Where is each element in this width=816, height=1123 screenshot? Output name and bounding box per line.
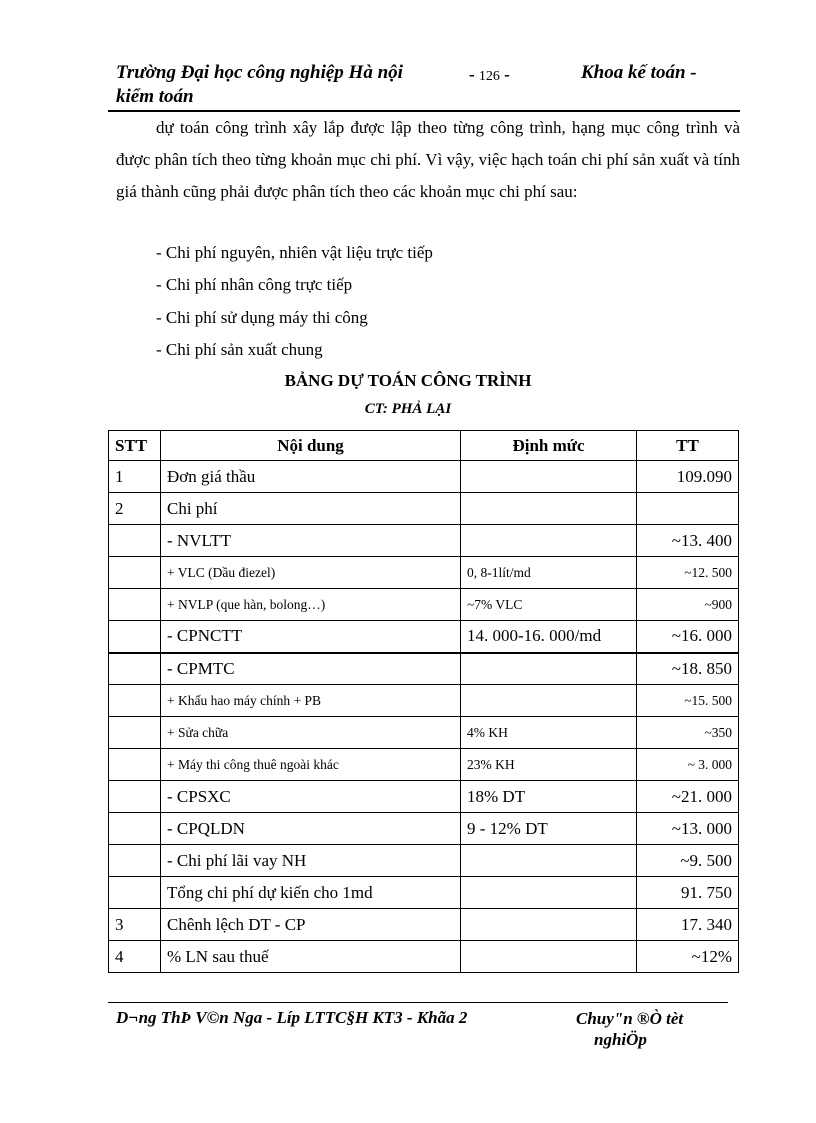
body-paragraph: [116, 112, 740, 208]
cell-norm: 9 - 12% DT: [461, 813, 637, 845]
footer-author: D¬ng ThÞ V©n Nga - Líp LTTC§H KT3 - Khãa 2: [116, 1008, 468, 1027]
cell-amount: ~21. 000: [637, 781, 739, 813]
cell-norm: [461, 845, 637, 877]
cell-content: - CPQLDN: [161, 813, 461, 845]
paragraph-text: dự toán công trình xây lắp được lập theo từng công trình, hạng mục công trình và được phân tích theo từng khoản mục chi phí. Vì vậy, việc hạch toán chi phí sản xuất và tính giá thành cũng phải được phân tích theo các khoản mục chi phí sau:: [116, 118, 740, 201]
cell-stt: [109, 877, 161, 909]
faculty-name: Khoa kế toán -: [581, 62, 697, 83]
cell-stt: [109, 621, 161, 653]
cell-content: - CPMTC: [161, 653, 461, 685]
table-subtitle: CT: PHẢ LẠI: [364, 401, 452, 417]
estimate-table: [108, 430, 739, 973]
col-header-content: Nội dung: [161, 431, 461, 461]
cost-item-list: [156, 237, 433, 366]
cell-content: - Chi phí lãi vay NH: [161, 845, 461, 877]
cell-content: - CPSXC: [161, 781, 461, 813]
table-header-row: [109, 431, 739, 461]
cell-norm: 4% KH: [461, 717, 637, 749]
col-header-norm: Định mức: [461, 431, 637, 461]
cell-content: - CPNCTT: [161, 621, 461, 653]
cell-stt: 3: [109, 909, 161, 941]
cell-norm: [461, 525, 637, 557]
cell-stt: [109, 653, 161, 685]
footer-thesis-line1: Chuy"n ®Ò tèt: [576, 1009, 684, 1028]
cell-amount: ~13. 000: [637, 813, 739, 845]
cell-content: + Máy thi công thuê ngoài khác: [161, 749, 461, 781]
table-row: [109, 589, 739, 621]
cell-norm: [461, 653, 637, 685]
table-row: [109, 845, 739, 877]
cell-content: + VLC (Dầu điezel): [161, 557, 461, 589]
cell-amount: ~350: [637, 717, 739, 749]
cell-stt: 4: [109, 941, 161, 973]
cell-amount: ~13. 400: [637, 525, 739, 557]
cell-amount: ~18. 850: [637, 653, 739, 685]
cell-norm: [461, 909, 637, 941]
list-item: - Chi phí nhân công trực tiếp: [156, 275, 353, 295]
cell-amount: ~16. 000: [637, 621, 739, 653]
table-row: [109, 781, 739, 813]
cell-norm: ~7% VLC: [461, 589, 637, 621]
table-row: [109, 909, 739, 941]
cell-amount: ~15. 500: [637, 685, 739, 717]
cell-amount: ~12%: [637, 941, 739, 973]
cell-amount: 109.090: [637, 461, 739, 493]
list-item: - Chi phí sử dụng máy thi công: [156, 307, 368, 327]
cell-content: Chênh lệch DT - CP: [161, 909, 461, 941]
faculty-name-cont: kiểm toán: [116, 86, 194, 107]
cell-amount: ~900: [637, 589, 739, 621]
page-number-block: [469, 65, 510, 85]
table-row: [109, 813, 739, 845]
cell-content: + NVLP (que hàn, bolong…): [161, 589, 461, 621]
cell-stt: 2: [109, 493, 161, 525]
cell-amount: [637, 493, 739, 525]
cell-stt: [109, 525, 161, 557]
cell-stt: 1: [109, 461, 161, 493]
footer-divider: [108, 1002, 728, 1003]
page-header: [116, 60, 740, 110]
cell-norm: 18% DT: [461, 781, 637, 813]
cell-stt: [109, 781, 161, 813]
cell-norm: [461, 941, 637, 973]
cell-content: + Khấu hao máy chính + PB: [161, 685, 461, 717]
table-row: [109, 525, 739, 557]
cell-stt: [109, 589, 161, 621]
list-item: - Chi phí sản xuất chung: [156, 339, 323, 359]
cell-norm: [461, 461, 637, 493]
cell-stt: [109, 717, 161, 749]
table-row: [109, 685, 739, 717]
table-row: [109, 877, 739, 909]
footer-thesis: [576, 1008, 726, 1050]
table-row: [109, 557, 739, 589]
cell-content: - NVLTT: [161, 525, 461, 557]
cell-stt: [109, 845, 161, 877]
cell-content: Chi phí: [161, 493, 461, 525]
cell-norm: [461, 493, 637, 525]
table-row: [109, 461, 739, 493]
cell-content: Tổng chi phí dự kiến cho 1md: [161, 877, 461, 909]
cell-amount: ~12. 500: [637, 557, 739, 589]
cell-amount: ~9. 500: [637, 845, 739, 877]
cell-content: % LN sau thuế: [161, 941, 461, 973]
cell-amount: 17. 340: [637, 909, 739, 941]
col-header-stt: STT: [109, 431, 161, 461]
cell-content: + Sửa chữa: [161, 717, 461, 749]
list-item: - Chi phí nguyên, nhiên vật liệu trực tiếp: [156, 243, 433, 262]
page-prefix: -: [469, 65, 479, 84]
table-row: [109, 653, 739, 685]
cell-norm: 0, 8-1lít/md: [461, 557, 637, 589]
page-suffix: -: [499, 65, 510, 84]
table-row: [109, 493, 739, 525]
table-row: [109, 621, 739, 653]
cell-amount: 91. 750: [637, 877, 739, 909]
cell-stt: [109, 749, 161, 781]
footer-thesis-line2: nghiÖp: [594, 1030, 647, 1049]
cell-norm: [461, 877, 637, 909]
cell-stt: [109, 813, 161, 845]
cell-stt: [109, 557, 161, 589]
cell-stt: [109, 685, 161, 717]
table-row: [109, 717, 739, 749]
page-number: 126: [478, 69, 500, 84]
table-row: [109, 749, 739, 781]
cell-norm: 23% KH: [461, 749, 637, 781]
school-name: Trường Đại học công nghiệp Hà nội: [116, 62, 403, 83]
cell-norm: 14. 000-16. 000/md: [461, 621, 637, 653]
table-row: [109, 941, 739, 973]
cell-amount: ~ 3. 000: [637, 749, 739, 781]
table-title: BẢNG DỰ TOÁN CÔNG TRÌNH: [284, 371, 532, 390]
cell-content: Đơn giá thầu: [161, 461, 461, 493]
cell-norm: [461, 685, 637, 717]
col-header-amount: TT: [637, 431, 739, 461]
